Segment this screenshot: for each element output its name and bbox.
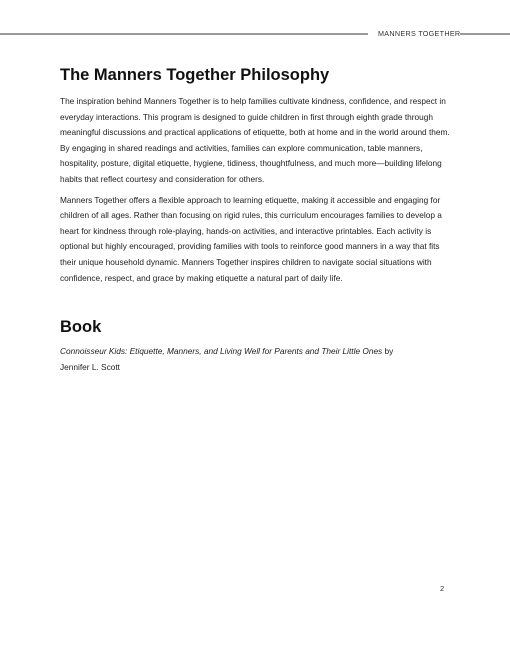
- book-heading: Book: [60, 318, 102, 337]
- philosophy-paragraph-1: The inspiration behind Manners Together is to help families cultivate kindness, confidence, and respect in everyday interactions. This program is designed to guide children in first through eighth grade through meaningful discussions and practical applications of etiquette, both at home and in the world around them. By engaging in shared readings and activities, families can explore communication, table manners, hospitality, posture, digital etiquette, hygiene, tidiness, thoughtfulness, and much more—building lifelong habits that reflect courtesy and consideration for others.: [60, 96, 450, 184]
- book-author: Jennifer L. Scott: [60, 361, 120, 372]
- running-title: MANNERS TOGETHER: [378, 29, 461, 38]
- philosophy-heading: The Manners Together Philosophy: [60, 66, 330, 84]
- page-content: [60, 60, 452, 380]
- header-rule-left: [0, 33, 368, 35]
- running-header: [0, 28, 510, 40]
- book-title: Connoisseur Kids: Etiquette, Manners, and Living Well for Parents and Their Little Ones: [60, 346, 383, 357]
- book-by: by: [382, 346, 394, 357]
- page-number: 2: [440, 584, 445, 593]
- header-rule-right: [460, 33, 510, 35]
- book-citation: [60, 344, 452, 375]
- philosophy-paragraph-2: Manners Together offers a flexible approach to learning etiquette, making it accessible and engaging for children of all ages. Rather than focusing on rigid rules, this curriculum encourages families to develop a heart for kindness through role-playing, hands-on activities, and interactive printables. Each activity is optional but highly encouraged, providing families with tools to reinforce good manners in a way that fits their unique household dynamic. Manners Together inspires children to navigate social situations with confidence, respect, and grace by making etiquette a natural part of daily life.: [60, 194, 442, 283]
